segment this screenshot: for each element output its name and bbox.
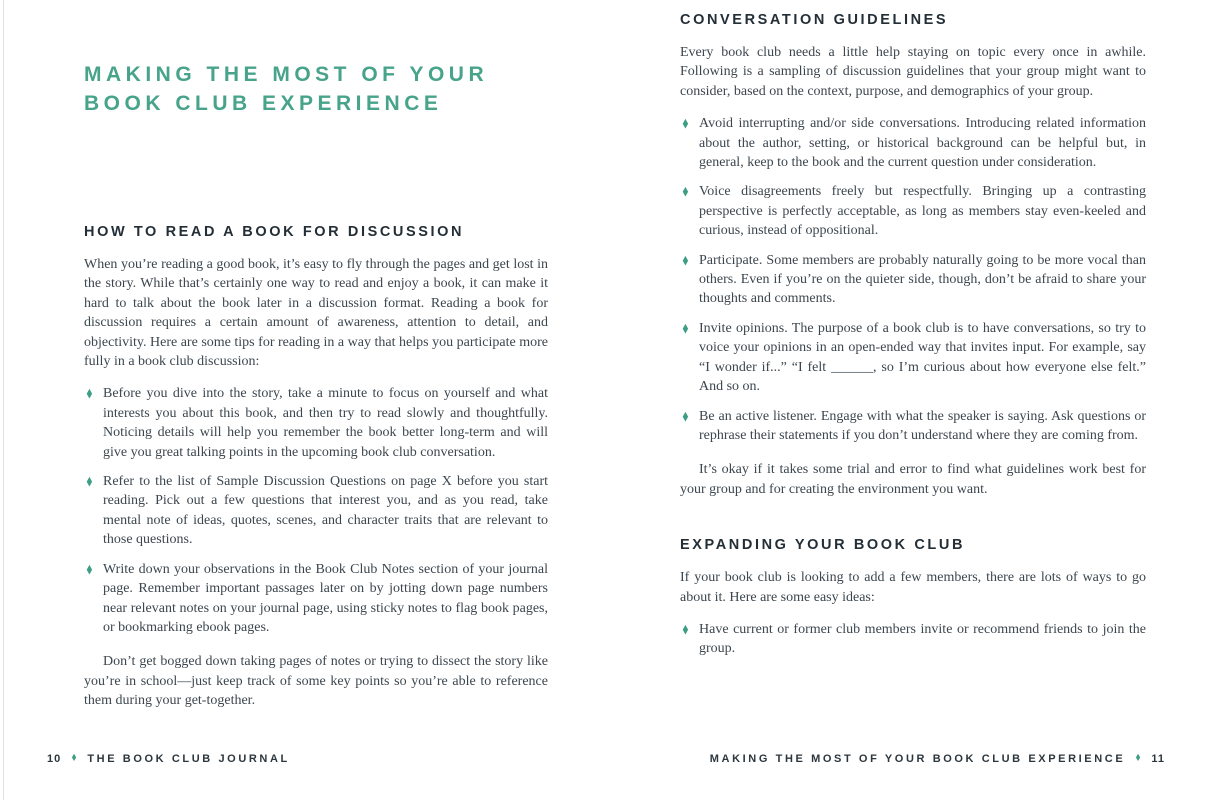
bullet-text: Participate. Some members are probably naturally going to be more vocal than others. Even if you’re on the quieter side, though, don’t be afraid to share your thoughts and comments.: [699, 252, 1146, 307]
bullet-text: Invite opinions. The purpose of a book club is to have conversations, so try to voice your opinions in an open-ended way that invites input. For example, say “I wonder if...” “I felt ______, so I’m curious about how everyone else felt.” And so on.: [699, 320, 1146, 395]
bullet-text: Have current or former club members invite or recommend friends to join the group.: [699, 621, 1146, 657]
bullet-list-left: [84, 384, 548, 637]
page-left: [84, 0, 548, 711]
diamond-bullet-icon: ♦: [681, 408, 690, 425]
section-heading-expanding-club: EXPANDING YOUR BOOK CLUB: [680, 537, 966, 554]
list-item: [84, 384, 548, 462]
list-item: [680, 182, 1146, 240]
chapter-title-line1: MAKING THE MOST OF YOUR: [84, 63, 489, 86]
list-item: [84, 472, 548, 550]
list-item: [680, 407, 1146, 446]
list-item: [680, 251, 1146, 309]
bullet-text: Voice disagreements freely but respectfully. Bringing up a contrasting perspective is perfectly acceptable, as long as members stay even-keeled and curious, instead of oppositional.: [699, 184, 1146, 239]
diamond-separator-icon: ♦: [1134, 753, 1142, 765]
footer-left: [47, 752, 290, 767]
footer-chapter-title: MAKING THE MOST OF YOUR BOOK CLUB EXPERIENCE: [709, 753, 1126, 765]
bullet-text: Refer to the list of Sample Discussion Questions on page X before you start reading. Pick out a few questions that interest you, and as you read, take mental note of ideas, quotes, scenes, and character traits that are relevant to those questions.: [103, 474, 548, 548]
section-heading-how-to-read: HOW TO READ A BOOK FOR DISCUSSION: [84, 224, 465, 240]
diamond-bullet-icon: ♦: [681, 252, 690, 269]
page-right: [680, 0, 1146, 659]
bullet-list-guidelines: [680, 114, 1146, 445]
list-item: [680, 114, 1146, 172]
chapter-title-line2: BOOK CLUB EXPERIENCE: [84, 92, 443, 115]
bullet-text: Avoid interrupting and/or side conversations. Introducing related information about the author, setting, or historical background can be helpful but, in general, keep to the book and the current question under consideration.: [699, 116, 1146, 171]
diamond-bullet-icon: ♦: [681, 116, 690, 132]
list-item: [680, 319, 1146, 397]
footer-page-number-right: 11: [1151, 753, 1165, 765]
bullet-text: Write down your observations in the Book Club Notes section of your journal page. Remember important passages later on by jotting down page numbers near relevant notes on your journal page, using sticky notes to flag book pages, or bookmarking ebook pages.: [103, 561, 548, 635]
page-edge-line: [3, 0, 4, 800]
diamond-bullet-icon: ♦: [681, 184, 690, 201]
diamond-bullet-icon: ♦: [85, 561, 94, 578]
footer-book-title: THE BOOK CLUB JOURNAL: [87, 753, 290, 765]
list-item: [680, 620, 1146, 659]
section-heading-conversation-guidelines: CONVERSATION GUIDELINES: [680, 12, 949, 28]
footer-right: [710, 752, 1165, 767]
diamond-separator-icon: ♦: [70, 753, 78, 765]
diamond-bullet-icon: ♦: [681, 321, 690, 337]
paragraph-closing-left: Don’t get bogged down taking pages of notes or trying to dissect the story like you’re in school—just keep track of some key points so you’re able to reference them during your get-together.: [84, 654, 548, 709]
bullet-text: Before you dive into the story, take a minute to focus on yourself and what interests you about this book, and then try to read slowly and thoughtfully. Noticing details will help you remember the book better long-term and will give you great talking points in the upcoming book club conversation.: [103, 386, 548, 460]
paragraph-intro-guidelines: Every book club needs a little help staying on topic every once in awhile. Following is a sampling of discussion guidelines that your group might want to consider, based on the context, purpose, and demographics of your group.: [680, 45, 1146, 99]
bullet-list-expanding: [680, 620, 1146, 659]
paragraph-closing-guidelines: It’s okay if it takes some trial and error to find what guidelines work best for your group and for creating the environment you want.: [680, 462, 1146, 497]
paragraph-intro-left: When you’re reading a good book, it’s easy to fly through the pages and get lost in the story. While that’s certainly one way to read and enjoy a book, it can make it hard to talk about the book later in a discussion format. Reading a book for discussion requires a certain amount of awareness, attention to detail, and objectivity. Here are some tips for reading in a way that helps you participate more fully in a book club discussion:: [84, 257, 548, 370]
footer-page-number-left: 10: [47, 753, 62, 765]
diamond-bullet-icon: ♦: [85, 386, 94, 403]
paragraph-intro-expanding: If your book club is looking to add a few members, there are lots of ways to go about it. Here are some easy ideas:: [680, 570, 1146, 605]
diamond-bullet-icon: ♦: [681, 622, 690, 638]
bullet-text: Be an active listener. Engage with what the speaker is saying. Ask questions or rephrase their statements if you don’t understand where they are coming from.: [699, 408, 1146, 443]
chapter-title: [84, 60, 548, 118]
list-item: [84, 560, 548, 638]
diamond-bullet-icon: ♦: [85, 474, 94, 490]
